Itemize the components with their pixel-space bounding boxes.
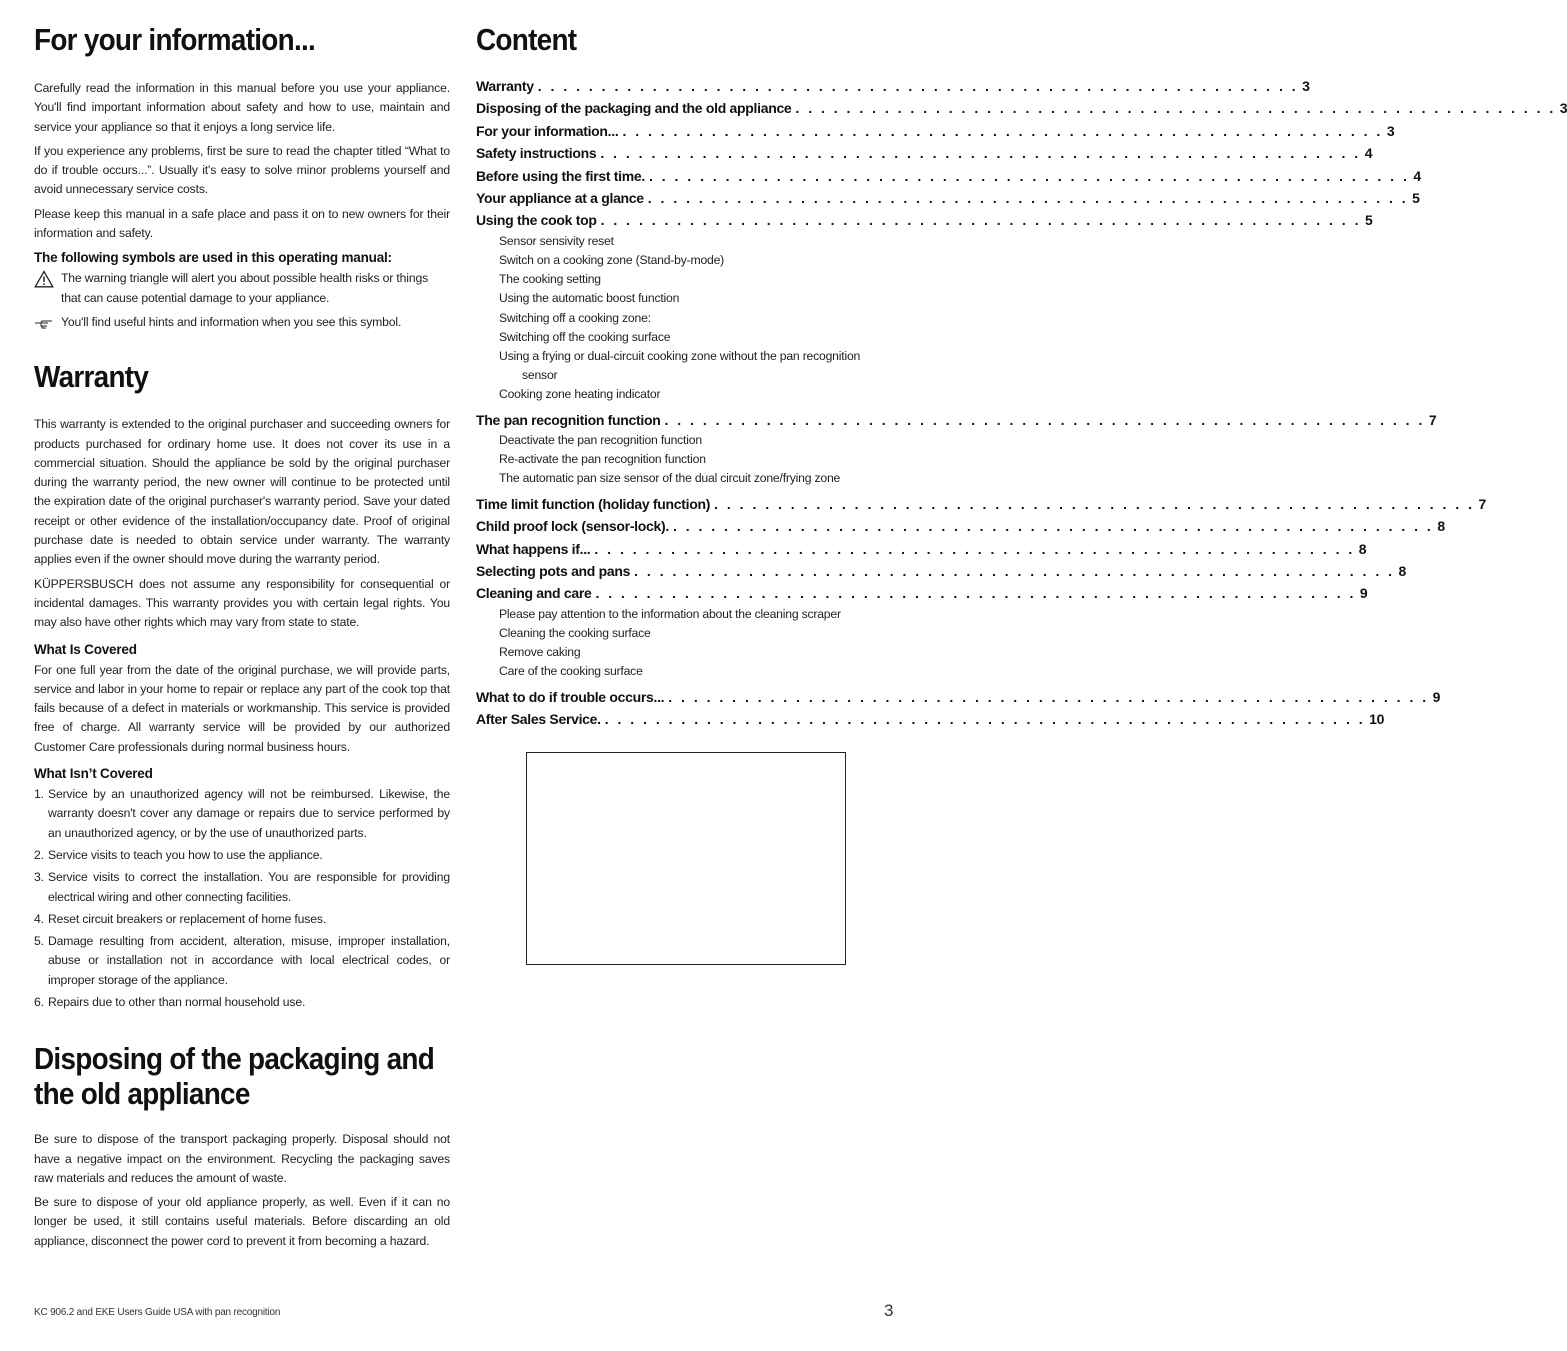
toc-entry[interactable] <box>476 582 1368 604</box>
toc-subentry[interactable]: Please pay attention to the information about the cleaning scraper <box>499 606 841 621</box>
disposal-paragraph: Be sure to dispose of the transport packaging properly. Disposal should not have a negative impact on the environment. Recycling the packaging saves raw materials and reduces the amount of waste. <box>34 1132 450 1185</box>
list-item: 4. Reset circuit breakers or replacement of home fuses. <box>34 911 327 926</box>
toc-entry-page: 3 <box>1559 100 1567 117</box>
toc-entry-title: Time limit function (holiday function) <box>476 495 711 512</box>
toc-entry-title: Using the cook top <box>476 212 597 229</box>
toc-leader-dots: . . . . . . . . . . . . . . . . . . . . . . . . . . . . . . . . . . . . . . . . . . . . . . . . . . . . . . . . . . . . <box>622 122 1383 139</box>
symbols-heading: The following symbols are used in this operating manual: <box>34 250 392 266</box>
toc-entry[interactable] <box>476 209 1373 231</box>
toc-entry[interactable] <box>476 686 1441 708</box>
toc-leader-dots: . . . . . . . . . . . . . . . . . . . . . . . . . . . . . . . . . . . . . . . . . . . . . . . . . . . . . . . . . . . . <box>595 585 1356 602</box>
toc-subentry[interactable]: Sensor sensivity reset <box>499 233 614 248</box>
toc-leader-dots: . . . . . . . . . . . . . . . . . . . . . . . . . . . . . . . . . . . . . . . . . . . . . . . . . . . . . . . . . . . . <box>600 145 1361 162</box>
toc-subentry[interactable]: Care of the cooking surface <box>499 664 643 679</box>
toc-entry[interactable] <box>476 142 1373 164</box>
toc-subentry[interactable]: The automatic pan size sensor of the dual circuit zone/frying zone <box>499 471 841 486</box>
toc-entry[interactable] <box>476 75 1310 97</box>
toc-leader-dots: . . . . . . . . . . . . . . . . . . . . . . . . . . . . . . . . . . . . . . . . . . . . . . . . . . . . . . . . . . . . <box>647 190 1409 207</box>
toc-leader-dots: . . . . . . . . . . . . . . . . . . . . . . . . . . . . . . . . . . . . . . . . . . . . . . . . . . . . . . . . . . . . <box>668 688 1429 705</box>
toc-leader-dots: . . . . . . . . . . . . . . . . . . . . . . . . . . . . . . . . . . . . . . . . . . . . . . . . . . . . . . . . . . . . <box>672 518 1434 535</box>
symbol-hint-text: You'll find useful hints and information when you see this symbol. <box>61 314 402 329</box>
list-item: 2. Service visits to teach you how to use the appliance. <box>34 847 323 862</box>
toc-leader-dots: . . . . . . . . . . . . . . . . . . . . . . . . . . . . . . . . . . . . . . . . . . . . . . . . . . . . . . . . . . . . <box>634 562 1395 579</box>
info-heading: For your information... <box>34 22 316 57</box>
symbol-warning-text: The warning triangle will alert you about possible health risks or things that can cause potential damage to your appliance. <box>61 271 429 305</box>
toc-subentry[interactable]: sensor <box>522 368 558 383</box>
not-covered-heading: What Isn’t Covered <box>34 766 153 782</box>
toc-entry[interactable] <box>476 409 1437 431</box>
toc-subentry[interactable]: Using the automatic boost function <box>499 291 680 306</box>
warning-triangle-icon <box>34 269 61 288</box>
toc-entry-title: Your appliance at a glance <box>476 190 644 207</box>
toc-leader-dots: . . . . . . . . . . . . . . . . . . . . . . . . . . . . . . . . . . . . . . . . . . . . . . . . . . . . . . . . . . . . <box>604 710 1366 727</box>
toc-entry[interactable] <box>476 493 1486 515</box>
toc-subentry[interactable]: Using a frying or dual-circuit cooking zone without the pan recognition <box>499 349 861 364</box>
toc-entry-page: 5 <box>1412 190 1420 207</box>
toc-leader-dots: . . . . . . . . . . . . . . . . . . . . . . . . . . . . . . . . . . . . . . . . . . . . . . . . . . . . . . . . . . . . <box>594 540 1355 557</box>
toc-entry[interactable] <box>476 120 1395 142</box>
toc-subentries <box>476 232 882 405</box>
info-paragraph: If you experience any problems, first be sure to read the chapter titled “What to do if trouble occurs...”. Usually it's easy to solve minor problems yourself and avoid unnecessary service costs. <box>34 143 450 197</box>
disposal-paragraph: Be sure to dispose of your old appliance properly, as well. Even if it can no longer be used, it still contains useful materials. Before discarding an old appliance, disconnect the power cord to prevent it from becoming a hazard. <box>34 1195 450 1248</box>
toc-leader-dots: . . . . . . . . . . . . . . . . . . . . . . . . . . . . . . . . . . . . . . . . . . . . . . . . . . . . . . . . . . . . <box>795 100 1556 117</box>
left-column <box>34 22 450 1256</box>
toc-subentry[interactable]: Remove caking <box>499 645 581 660</box>
toc-subentry[interactable]: Re-activate the pan recognition function <box>499 452 706 467</box>
toc-entry[interactable] <box>476 97 1567 119</box>
toc-leader-dots: . . . . . . . . . . . . . . . . . . . . . . . . . . . . . . . . . . . . . . . . . . . . . . . . . . . . . . . . . . . . <box>600 212 1361 229</box>
toc-subentry[interactable]: Cleaning the cooking surface <box>499 625 651 640</box>
info-paragraph: Carefully read the information in this manual before you use your appliance. You'll find important information about safety and how to use, maintain and service your appliance so that it enjoys a long service life. <box>34 81 450 134</box>
toc-entry-page: 8 <box>1437 518 1445 535</box>
toc-entry-title: Selecting pots and pans <box>476 562 631 579</box>
toc-subentries <box>476 605 882 682</box>
toc-subentry[interactable]: Switching off the cooking surface <box>499 329 671 344</box>
toc-leader-dots: . . . . . . . . . . . . . . . . . . . . . . . . . . . . . . . . . . . . . . . . . . . . . . . . . . . . . . . . . . . . <box>648 167 1410 184</box>
toc-entry-title: Before using the first time. <box>476 167 645 184</box>
image-placeholder-box <box>526 752 846 965</box>
toc-entry-title: For your information... <box>476 122 619 139</box>
covered-paragraph: For one full year from the date of the original purchase, we will provide parts, service and labor in your home to repair or replace any part of the cook top that fails because of a defect in materials or workmanship. This service is provided free of charge. All warranty service will be provided by our authorized Customer Care professionals during normal business hours. <box>34 662 450 754</box>
toc-entry-title: Cleaning and care <box>476 585 592 602</box>
page-number: 3 <box>884 1301 894 1320</box>
toc-entry[interactable] <box>476 538 1367 560</box>
toc-subentries <box>476 431 882 489</box>
list-item: 6. Repairs due to other than normal household use. <box>34 994 306 1009</box>
toc-entry[interactable] <box>476 187 1420 209</box>
toc-subentry[interactable]: The cooking setting <box>499 272 601 287</box>
contents-heading: Content <box>476 22 577 57</box>
toc-entry-page: 7 <box>1428 411 1437 428</box>
warranty-heading: Warranty <box>34 359 149 395</box>
list-item: 5. Damage resulting from accident, alteration, misuse, improper installation, abuse or installation not in accordance with local electrical codes, or improper storage of the appliance. <box>34 934 450 987</box>
toc-entry-page: 5 <box>1364 212 1373 229</box>
symbol-row-hint <box>34 313 450 332</box>
toc-entry[interactable] <box>476 515 1445 537</box>
toc-entry-page: 8 <box>1358 540 1367 557</box>
pointing-hand-icon <box>34 313 61 332</box>
toc-entry-page: 3 <box>1302 78 1310 94</box>
toc-entry[interactable] <box>476 560 1407 582</box>
not-covered-list <box>34 785 450 1012</box>
toc-entry-page: 9 <box>1432 688 1441 705</box>
toc-entry-title: After Sales Service. <box>476 710 601 727</box>
toc-entry-page: 4 <box>1364 145 1373 162</box>
warranty-paragraph: This warranty is extended to the original purchaser and succeeding owners for products purchased for ordinary home use. It does not cover its use in a commercial situation. Should the appliance be sold by the original purchaser during the warranty period, the new owner will continue to be protected until the expiration date of the original purchaser's warranty period. Save your dated receipt or other evidence of the installation/occupancy date. Proof of original purchase date is needed to obtain service under warranty. The warranty applies even if the owner should move during the warranty period. <box>34 417 450 567</box>
toc-subentry[interactable]: Deactivate the pan recognition function <box>499 433 702 448</box>
list-item: 1. Service by an unauthorized agency will not be reimbursed. Likewise, the warranty doesn't cover any damage or repairs due to service performed by an unauthorized agency, or by the use of unauthorized parts. <box>34 787 450 840</box>
warranty-paragraph: KÜPPERSBUSCH does not assume any responsibility for consequential or incidental damages. This warranty provides you with certain legal rights. You may also have other rights which may vary from state to state. <box>34 576 450 630</box>
toc-entry-page: 3 <box>1386 122 1395 139</box>
toc-entry-title: Safety instructions <box>476 145 597 162</box>
toc-subentry[interactable]: Switching off a cooking zone: <box>499 310 651 325</box>
toc-entry-page: 4 <box>1413 167 1421 184</box>
toc-leader-dots: . . . . . . . . . . . . . . . . . . . . . . . . . . . . . . . . . . . . . . . . . . . . . . . . . . . . . . . . . . . . <box>714 495 1475 512</box>
toc-entry-title: Warranty <box>476 78 534 94</box>
toc-subentry[interactable]: Cooking zone heating indicator <box>499 387 661 402</box>
toc-entry-page: 10 <box>1369 710 1385 727</box>
footer-text: KC 906.2 and EKE Users Guide USA with pan recognition <box>34 1307 281 1318</box>
table-of-contents <box>476 75 1567 730</box>
toc-entry-title: What to do if trouble occurs... <box>476 688 665 705</box>
toc-entry-title: Disposing of the packaging and the old appliance <box>476 100 792 117</box>
toc-entry-title: The pan recognition function <box>476 411 661 428</box>
toc-leader-dots: . . . . . . . . . . . . . . . . . . . . . . . . . . . . . . . . . . . . . . . . . . . . . . . . . . . . . . . . . . . . <box>664 411 1425 428</box>
toc-subentry[interactable]: Switch on a cooking zone (Stand-by-mode) <box>499 253 725 268</box>
toc-entry[interactable] <box>476 708 1385 730</box>
toc-entry-page: 8 <box>1398 562 1407 579</box>
info-paragraph: Please keep this manual in a safe place and pass it on to new owners for their information and safety. <box>34 206 450 241</box>
toc-entry-title: Child proof lock (sensor-lock). <box>476 518 669 535</box>
toc-entry-page: 7 <box>1478 495 1486 512</box>
toc-entry-title: What happens if... <box>476 540 591 557</box>
toc-entry[interactable] <box>476 165 1421 187</box>
right-column <box>476 22 1567 730</box>
toc-leader-dots: . . . . . . . . . . . . . . . . . . . . . . . . . . . . . . . . . . . . . . . . . . . . . . . . . . . . . . . . . . . . <box>537 78 1299 94</box>
toc-entry-page: 9 <box>1359 585 1368 602</box>
covered-heading: What Is Covered <box>34 641 137 657</box>
list-item: 3. Service visits to correct the installation. You are responsible for providing electrical wiring and other connecting facilities. <box>34 870 450 904</box>
disposal-heading: Disposing of the packaging and the old appliance <box>34 1041 435 1112</box>
symbol-row-warning <box>34 269 450 308</box>
